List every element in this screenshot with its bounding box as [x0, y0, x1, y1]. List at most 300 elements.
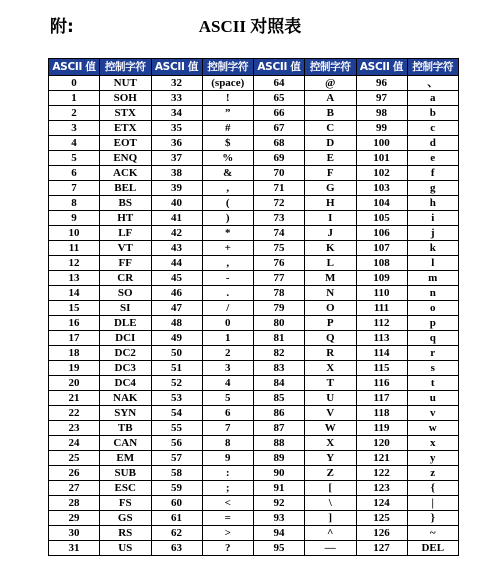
table-row: [49, 466, 459, 481]
table-row: [49, 391, 459, 406]
control-char-cell: DCI: [100, 331, 152, 346]
column-header-control-char: 控制字符: [202, 59, 254, 76]
header-row: [49, 59, 459, 76]
ascii-value-cell: 31: [49, 541, 100, 556]
ascii-value-cell: 76: [254, 256, 305, 271]
control-char-cell: H: [305, 196, 357, 211]
control-char-cell: ACK: [100, 166, 152, 181]
ascii-value-cell: 124: [356, 496, 407, 511]
ascii-value-cell: 102: [356, 166, 407, 181]
ascii-value-cell: 46: [151, 286, 202, 301]
control-char-cell: F: [305, 166, 357, 181]
ascii-value-cell: 123: [356, 481, 407, 496]
control-char-cell: }: [407, 511, 459, 526]
control-char-cell: O: [305, 301, 357, 316]
ascii-value-cell: 113: [356, 331, 407, 346]
ascii-value-cell: 79: [254, 301, 305, 316]
control-char-cell: BS: [100, 196, 152, 211]
ascii-value-cell: 115: [356, 361, 407, 376]
control-char-cell: s: [407, 361, 459, 376]
ascii-value-cell: 120: [356, 436, 407, 451]
control-char-cell: TB: [100, 421, 152, 436]
control-char-cell: x: [407, 436, 459, 451]
ascii-value-cell: 64: [254, 76, 305, 91]
ascii-value-cell: 84: [254, 376, 305, 391]
control-char-cell: o: [407, 301, 459, 316]
ascii-value-cell: 40: [151, 196, 202, 211]
ascii-value-cell: 24: [49, 436, 100, 451]
control-char-cell: ~: [407, 526, 459, 541]
control-char-cell: SUB: [100, 466, 152, 481]
ascii-value-cell: 49: [151, 331, 202, 346]
control-char-cell: B: [305, 106, 357, 121]
control-char-cell: 2: [202, 346, 254, 361]
ascii-value-cell: 71: [254, 181, 305, 196]
ascii-value-cell: 44: [151, 256, 202, 271]
ascii-value-cell: 62: [151, 526, 202, 541]
table-row: [49, 481, 459, 496]
ascii-value-cell: 6: [49, 166, 100, 181]
ascii-value-cell: 69: [254, 151, 305, 166]
control-char-cell: -: [202, 271, 254, 286]
control-char-cell: c: [407, 121, 459, 136]
control-char-cell: |: [407, 496, 459, 511]
ascii-value-cell: 51: [151, 361, 202, 376]
table-row: [49, 301, 459, 316]
control-char-cell: (: [202, 196, 254, 211]
control-char-cell: k: [407, 241, 459, 256]
control-char-cell: 、: [407, 76, 459, 91]
ascii-value-cell: 92: [254, 496, 305, 511]
ascii-value-cell: 72: [254, 196, 305, 211]
control-char-cell: NUT: [100, 76, 152, 91]
ascii-value-cell: 5: [49, 151, 100, 166]
ascii-value-cell: 37: [151, 151, 202, 166]
ascii-value-cell: 41: [151, 211, 202, 226]
table-row: [49, 451, 459, 466]
ascii-value-cell: 60: [151, 496, 202, 511]
control-char-cell: 6: [202, 406, 254, 421]
control-char-cell: ?: [202, 541, 254, 556]
control-char-cell: E: [305, 151, 357, 166]
table-row: [49, 406, 459, 421]
control-char-cell: [: [305, 481, 357, 496]
control-char-cell: >: [202, 526, 254, 541]
control-char-cell: $: [202, 136, 254, 151]
ascii-value-cell: 19: [49, 361, 100, 376]
control-char-cell: {: [407, 481, 459, 496]
ascii-value-cell: 61: [151, 511, 202, 526]
control-char-cell: J: [305, 226, 357, 241]
ascii-value-cell: 93: [254, 511, 305, 526]
table-row: [49, 376, 459, 391]
control-char-cell: 1: [202, 331, 254, 346]
control-char-cell: C: [305, 121, 357, 136]
ascii-value-cell: 10: [49, 226, 100, 241]
control-char-cell: DC4: [100, 376, 152, 391]
ascii-value-cell: 82: [254, 346, 305, 361]
table-row: [49, 346, 459, 361]
table-row: [49, 421, 459, 436]
control-char-cell: /: [202, 301, 254, 316]
control-char-cell: w: [407, 421, 459, 436]
ascii-value-cell: 88: [254, 436, 305, 451]
control-char-cell: VT: [100, 241, 152, 256]
ascii-value-cell: 22: [49, 406, 100, 421]
control-char-cell: j: [407, 226, 459, 241]
ascii-value-cell: 98: [356, 106, 407, 121]
ascii-value-cell: 48: [151, 316, 202, 331]
ascii-value-cell: 42: [151, 226, 202, 241]
control-char-cell: M: [305, 271, 357, 286]
control-char-cell: X: [305, 361, 357, 376]
ascii-value-cell: 58: [151, 466, 202, 481]
ascii-value-cell: 53: [151, 391, 202, 406]
ascii-value-cell: 100: [356, 136, 407, 151]
table-row: [49, 256, 459, 271]
ascii-value-cell: 57: [151, 451, 202, 466]
ascii-value-cell: 59: [151, 481, 202, 496]
control-char-cell: N: [305, 286, 357, 301]
ascii-value-cell: 83: [254, 361, 305, 376]
ascii-value-cell: 117: [356, 391, 407, 406]
control-char-cell: 9: [202, 451, 254, 466]
page-title: ASCII 对照表: [198, 17, 302, 36]
ascii-value-cell: 16: [49, 316, 100, 331]
control-char-cell: K: [305, 241, 357, 256]
ascii-value-cell: 97: [356, 91, 407, 106]
ascii-value-cell: 39: [151, 181, 202, 196]
ascii-value-cell: 96: [356, 76, 407, 91]
table-row: [49, 331, 459, 346]
ascii-value-cell: 101: [356, 151, 407, 166]
ascii-value-cell: 55: [151, 421, 202, 436]
control-char-cell: DLE: [100, 316, 152, 331]
control-char-cell: g: [407, 181, 459, 196]
column-header-ascii-value: ASCII 值: [254, 59, 305, 76]
table-row: [49, 136, 459, 151]
ascii-value-cell: 105: [356, 211, 407, 226]
ascii-value-cell: 56: [151, 436, 202, 451]
control-char-cell: U: [305, 391, 357, 406]
control-char-cell: FF: [100, 256, 152, 271]
table-row: [49, 271, 459, 286]
control-char-cell: ^: [305, 526, 357, 541]
ascii-value-cell: 74: [254, 226, 305, 241]
control-char-cell: y: [407, 451, 459, 466]
ascii-value-cell: 3: [49, 121, 100, 136]
table-row: [49, 496, 459, 511]
ascii-value-cell: 95: [254, 541, 305, 556]
control-char-cell: m: [407, 271, 459, 286]
control-char-cell: ETX: [100, 121, 152, 136]
ascii-value-cell: 107: [356, 241, 407, 256]
ascii-value-cell: 14: [49, 286, 100, 301]
ascii-value-cell: 4: [49, 136, 100, 151]
control-char-cell: FS: [100, 496, 152, 511]
control-char-cell: STX: [100, 106, 152, 121]
ascii-value-cell: 26: [49, 466, 100, 481]
control-char-cell: \: [305, 496, 357, 511]
column-header-ascii-value: ASCII 值: [356, 59, 407, 76]
control-char-cell: #: [202, 121, 254, 136]
table-body: [49, 76, 459, 556]
table-row: [49, 76, 459, 91]
table-row: [49, 241, 459, 256]
control-char-cell: DC3: [100, 361, 152, 376]
control-char-cell: Q: [305, 331, 357, 346]
control-char-cell: EOT: [100, 136, 152, 151]
appendix-label: 附:: [50, 17, 74, 37]
ascii-value-cell: 126: [356, 526, 407, 541]
ascii-value-cell: 67: [254, 121, 305, 136]
control-char-cell: %: [202, 151, 254, 166]
table-row: [49, 541, 459, 556]
control-char-cell: f: [407, 166, 459, 181]
control-char-cell: ;: [202, 481, 254, 496]
control-char-cell: @: [305, 76, 357, 91]
ascii-value-cell: 20: [49, 376, 100, 391]
table-row: [49, 316, 459, 331]
ascii-value-cell: 28: [49, 496, 100, 511]
ascii-value-cell: 0: [49, 76, 100, 91]
table-row: [49, 166, 459, 181]
ascii-value-cell: 65: [254, 91, 305, 106]
ascii-value-cell: 99: [356, 121, 407, 136]
ascii-value-cell: 111: [356, 301, 407, 316]
control-char-cell: 0: [202, 316, 254, 331]
control-char-cell: SOH: [100, 91, 152, 106]
control-char-cell: l: [407, 256, 459, 271]
control-char-cell: NAK: [100, 391, 152, 406]
control-char-cell: DC2: [100, 346, 152, 361]
table-row: [49, 151, 459, 166]
control-char-cell: R: [305, 346, 357, 361]
ascii-value-cell: 7: [49, 181, 100, 196]
control-char-cell: !: [202, 91, 254, 106]
control-char-cell: HT: [100, 211, 152, 226]
control-char-cell: W: [305, 421, 357, 436]
control-char-cell: 7: [202, 421, 254, 436]
ascii-value-cell: 29: [49, 511, 100, 526]
table-row: [49, 121, 459, 136]
control-char-cell: CAN: [100, 436, 152, 451]
control-char-cell: EM: [100, 451, 152, 466]
control-char-cell: GS: [100, 511, 152, 526]
ascii-value-cell: 122: [356, 466, 407, 481]
ascii-value-cell: 43: [151, 241, 202, 256]
ascii-value-cell: 112: [356, 316, 407, 331]
ascii-value-cell: 94: [254, 526, 305, 541]
control-char-cell: 4: [202, 376, 254, 391]
ascii-value-cell: 68: [254, 136, 305, 151]
control-char-cell: z: [407, 466, 459, 481]
column-header-control-char: 控制字符: [407, 59, 459, 76]
control-char-cell: ]: [305, 511, 357, 526]
control-char-cell: 5: [202, 391, 254, 406]
control-char-cell: V: [305, 406, 357, 421]
control-char-cell: t: [407, 376, 459, 391]
ascii-value-cell: 8: [49, 196, 100, 211]
ascii-value-cell: 108: [356, 256, 407, 271]
ascii-value-cell: 18: [49, 346, 100, 361]
ascii-value-cell: 50: [151, 346, 202, 361]
table-row: [49, 526, 459, 541]
ascii-value-cell: 52: [151, 376, 202, 391]
ascii-value-cell: 106: [356, 226, 407, 241]
control-char-cell: u: [407, 391, 459, 406]
ascii-table: [48, 58, 459, 556]
control-char-cell: T: [305, 376, 357, 391]
ascii-value-cell: 85: [254, 391, 305, 406]
table-row: [49, 106, 459, 121]
ascii-value-cell: 1: [49, 91, 100, 106]
control-char-cell: BEL: [100, 181, 152, 196]
ascii-value-cell: 116: [356, 376, 407, 391]
control-char-cell: Y: [305, 451, 357, 466]
control-char-cell: X: [305, 436, 357, 451]
control-char-cell: <: [202, 496, 254, 511]
table-header: [49, 59, 459, 76]
control-char-cell: G: [305, 181, 357, 196]
ascii-value-cell: 114: [356, 346, 407, 361]
control-char-cell: D: [305, 136, 357, 151]
column-header-ascii-value: ASCII 值: [49, 59, 100, 76]
control-char-cell: i: [407, 211, 459, 226]
table-row: [49, 226, 459, 241]
ascii-value-cell: 13: [49, 271, 100, 286]
table-row: [49, 181, 459, 196]
control-char-cell: Z: [305, 466, 357, 481]
control-char-cell: CR: [100, 271, 152, 286]
control-char-cell: P: [305, 316, 357, 331]
control-char-cell: q: [407, 331, 459, 346]
ascii-value-cell: 54: [151, 406, 202, 421]
ascii-value-cell: 36: [151, 136, 202, 151]
ascii-value-cell: 87: [254, 421, 305, 436]
control-char-cell: 3: [202, 361, 254, 376]
control-char-cell: ,: [202, 181, 254, 196]
control-char-cell: h: [407, 196, 459, 211]
ascii-value-cell: 73: [254, 211, 305, 226]
control-char-cell: =: [202, 511, 254, 526]
ascii-value-cell: 110: [356, 286, 407, 301]
ascii-value-cell: 47: [151, 301, 202, 316]
control-char-cell: L: [305, 256, 357, 271]
table-row: [49, 196, 459, 211]
control-char-cell: a: [407, 91, 459, 106]
ascii-value-cell: 104: [356, 196, 407, 211]
ascii-value-cell: 66: [254, 106, 305, 121]
control-char-cell: (space): [202, 76, 254, 91]
control-char-cell: LF: [100, 226, 152, 241]
control-char-cell: SO: [100, 286, 152, 301]
control-char-cell: A: [305, 91, 357, 106]
control-char-cell: 8: [202, 436, 254, 451]
ascii-value-cell: 89: [254, 451, 305, 466]
table-row: [49, 91, 459, 106]
ascii-value-cell: 91: [254, 481, 305, 496]
ascii-value-cell: 35: [151, 121, 202, 136]
control-char-cell: ”: [202, 106, 254, 121]
ascii-value-cell: 21: [49, 391, 100, 406]
ascii-value-cell: 30: [49, 526, 100, 541]
ascii-value-cell: 118: [356, 406, 407, 421]
ascii-value-cell: 34: [151, 106, 202, 121]
table-row: [49, 361, 459, 376]
ascii-value-cell: 121: [356, 451, 407, 466]
table-row: [49, 436, 459, 451]
ascii-value-cell: 17: [49, 331, 100, 346]
table-row: [49, 286, 459, 301]
ascii-value-cell: 81: [254, 331, 305, 346]
control-char-cell: &: [202, 166, 254, 181]
control-char-cell: ENQ: [100, 151, 152, 166]
ascii-value-cell: 9: [49, 211, 100, 226]
ascii-value-cell: 11: [49, 241, 100, 256]
ascii-value-cell: 77: [254, 271, 305, 286]
control-char-cell: v: [407, 406, 459, 421]
ascii-value-cell: 25: [49, 451, 100, 466]
control-char-cell: —: [305, 541, 357, 556]
ascii-value-cell: 33: [151, 91, 202, 106]
control-char-cell: SI: [100, 301, 152, 316]
ascii-value-cell: 78: [254, 286, 305, 301]
ascii-value-cell: 45: [151, 271, 202, 286]
control-char-cell: *: [202, 226, 254, 241]
ascii-value-cell: 2: [49, 106, 100, 121]
ascii-value-cell: 86: [254, 406, 305, 421]
control-char-cell: .: [202, 286, 254, 301]
ascii-value-cell: 109: [356, 271, 407, 286]
ascii-value-cell: 27: [49, 481, 100, 496]
control-char-cell: SYN: [100, 406, 152, 421]
ascii-value-cell: 90: [254, 466, 305, 481]
ascii-value-cell: 75: [254, 241, 305, 256]
control-char-cell: +: [202, 241, 254, 256]
ascii-value-cell: 70: [254, 166, 305, 181]
control-char-cell: d: [407, 136, 459, 151]
control-char-cell: r: [407, 346, 459, 361]
table-row: [49, 211, 459, 226]
ascii-value-cell: 23: [49, 421, 100, 436]
ascii-value-cell: 125: [356, 511, 407, 526]
control-char-cell: RS: [100, 526, 152, 541]
control-char-cell: n: [407, 286, 459, 301]
control-char-cell: DEL: [407, 541, 459, 556]
ascii-value-cell: 38: [151, 166, 202, 181]
table-row: [49, 511, 459, 526]
control-char-cell: b: [407, 106, 459, 121]
control-char-cell: I: [305, 211, 357, 226]
ascii-value-cell: 103: [356, 181, 407, 196]
control-char-cell: ,: [202, 256, 254, 271]
control-char-cell: p: [407, 316, 459, 331]
ascii-value-cell: 119: [356, 421, 407, 436]
control-char-cell: ): [202, 211, 254, 226]
ascii-value-cell: 63: [151, 541, 202, 556]
column-header-control-char: 控制字符: [305, 59, 357, 76]
control-char-cell: :: [202, 466, 254, 481]
control-char-cell: ESC: [100, 481, 152, 496]
ascii-value-cell: 80: [254, 316, 305, 331]
control-char-cell: e: [407, 151, 459, 166]
ascii-value-cell: 12: [49, 256, 100, 271]
control-char-cell: US: [100, 541, 152, 556]
column-header-ascii-value: ASCII 值: [151, 59, 202, 76]
ascii-value-cell: 15: [49, 301, 100, 316]
ascii-value-cell: 32: [151, 76, 202, 91]
